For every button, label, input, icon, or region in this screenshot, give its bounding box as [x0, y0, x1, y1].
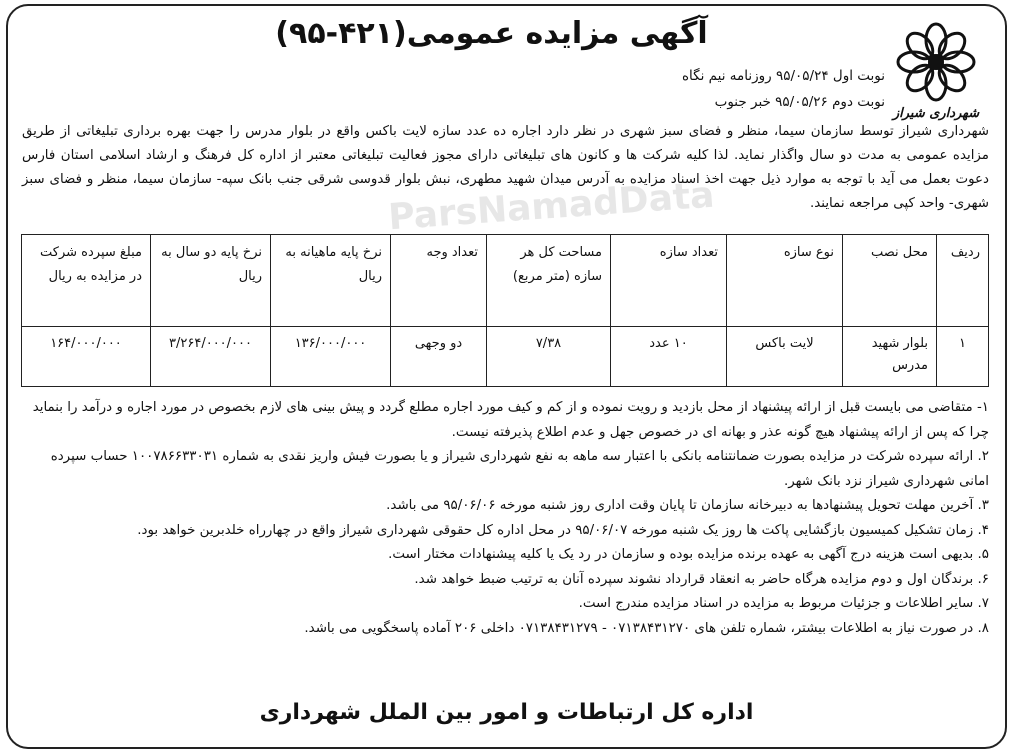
header-structure-count: تعداد سازه [611, 235, 727, 327]
header-area: مساحت کل هر سازه (متر مربع) [487, 235, 611, 327]
cell-area: ۷/۳۸ [487, 327, 611, 387]
list-item: ۷. سایر اطلاعات و جزئیات مربوط به مزایده در اسناد مزایده مندرج است. [578, 596, 989, 611]
watermark: ParsNamadData [386, 174, 716, 239]
logo-text: شهرداری شیراز [892, 106, 980, 121]
list-item: ۳. آخرین مهلت تحویل پیشنهادها به دبیرخانه سازمان تا پایان وقت اداری روز شنبه مورخه ۹۵/۰۶/۰۶ می باشد. [386, 498, 989, 513]
cell-two-year-rate: ۳/۲۶۴/۰۰۰/۰۰۰ [151, 327, 271, 387]
list-item: ۸. در صورت نیاز به اطلاعات بیشتر، شماره تلفن های ۰۷۱۳۸۴۳۱۲۷۰ - ۰۷۱۳۸۴۳۱۲۷۹ داخلی ۲۰۶ آماده پاسخگویی می باشد. [304, 620, 989, 636]
conditions-list [20, 396, 989, 641]
cell-face-count: دو وجهی [391, 327, 487, 387]
first-publication: نوبت اول ۹۵/۰۵/۲۴ روزنامه نیم نگاه [681, 68, 885, 84]
header-deposit: مبلغ سپرده شرکت در مزایده به ریال [22, 235, 151, 327]
list-item: ۴. زمان تشکیل کمیسیون بازگشایی پاکت ها روز یک شنبه مورخه ۹۵/۰۶/۰۷ در محل اداره کل حقوقی شهرداری شیراز واقع در چهارراه خلدبرین خواهد بود. [137, 522, 989, 538]
second-publication: نوبت دوم ۹۵/۰۵/۲۶ خبر جنوب [714, 94, 885, 110]
cell-structure-type: لایت باکس [727, 327, 843, 387]
flower-emblem-icon [894, 20, 978, 104]
auction-table [21, 234, 989, 387]
cell-structure-count: ۱۰ عدد [611, 327, 727, 387]
cell-row-number: ۱ [937, 327, 989, 387]
table-header-row [22, 235, 989, 327]
header-location: محل نصب [843, 235, 937, 327]
notice-title: آگهی مزایده عمومی(۴۲۱-۹۵) [275, 16, 708, 51]
notice-page [6, 4, 1007, 749]
header-face-count: تعداد وجه [391, 235, 487, 327]
header-monthly-rate: نرخ پایه ماهیانه به ریال [271, 235, 391, 327]
list-item: ۶. برندگان اول و دوم مزایده هرگاه حاضر به انعقاد قرارداد نشوند سپرده آنان به ترتیب ضبط خواهد شد. [414, 571, 989, 587]
cell-deposit: ۱۶۴/۰۰۰/۰۰۰ [22, 327, 151, 387]
header-row-number: ردیف [937, 235, 989, 327]
header-structure-type: نوع سازه [727, 235, 843, 327]
list-item: ۱- متقاضی می بایست قبل از ارائه پیشنهاد از محل بازدید و رویت نموده و از کم و کیف مورد اجاره مطلع گردد و پیش بینی های لازم بخصوص در مورد اجاره و درآمد را بنماید چرا که پس از ارائه پیشنهاد هیچ گونه عذر و بهانه ای در خصوص جهل و عدم اطلاع پذیرفته نیست. [32, 400, 989, 440]
table-row [22, 327, 989, 387]
footer-signature: اداره کل ارتباطات و امور بین الملل شهرداری [259, 700, 754, 725]
header-two-year-rate: نرخ پایه دو سال به ریال [151, 235, 271, 327]
cell-location: بلوار شهید مدرس [843, 327, 937, 387]
list-item: ۲. ارائه سپرده شرکت در مزایده بصورت ضمانتنامه بانکی با اعتبار سه ماهه به نفع شهرداری شیراز و یا بصورت فیش واریز نقدی به شماره ۱۰۰۷۸۶۶۳۳۰۳۱ حساب سپرده امانی شهرداری شیراز نزد بانک شهر. [50, 449, 989, 489]
list-item: ۵. بدیهی است هزینه درج آگهی به عهده برنده مزایده بوده و سازمان در رد یک یا کلیه پیشنهادات مختار است. [388, 547, 989, 562]
intro-paragraph: شهرداری شیراز توسط سازمان سیما، منظر و فضای سبز شهری در نظر دارد اجاره ده عدد سازه لایت باکس واقع در بلوار مدرس را جهت بهره برداری تبلیغاتی از طریق مزایده عمومی به مدت دو سال واگذار نماید. لذا کلیه شرکت ها و کانون های تبلیغاتی دارای مجوز فعالیت تبلیغاتی معتبر از اداره کل فرهنگ و ارشاد اسلامی استان فارس دعوت بعمل می آید با توجه به موارد ذیل جهت اخذ اسناد مزایده به آدرس میدان شهید مطهری، نبش بلوار قدوسی شرقی جنب بانک سپه- سازمان سیما، منظر و فضای سبز شهری- واحد کپی مراجعه نمایند. [22, 124, 989, 211]
cell-monthly-rate: ۱۳۶/۰۰۰/۰۰۰ [271, 327, 391, 387]
